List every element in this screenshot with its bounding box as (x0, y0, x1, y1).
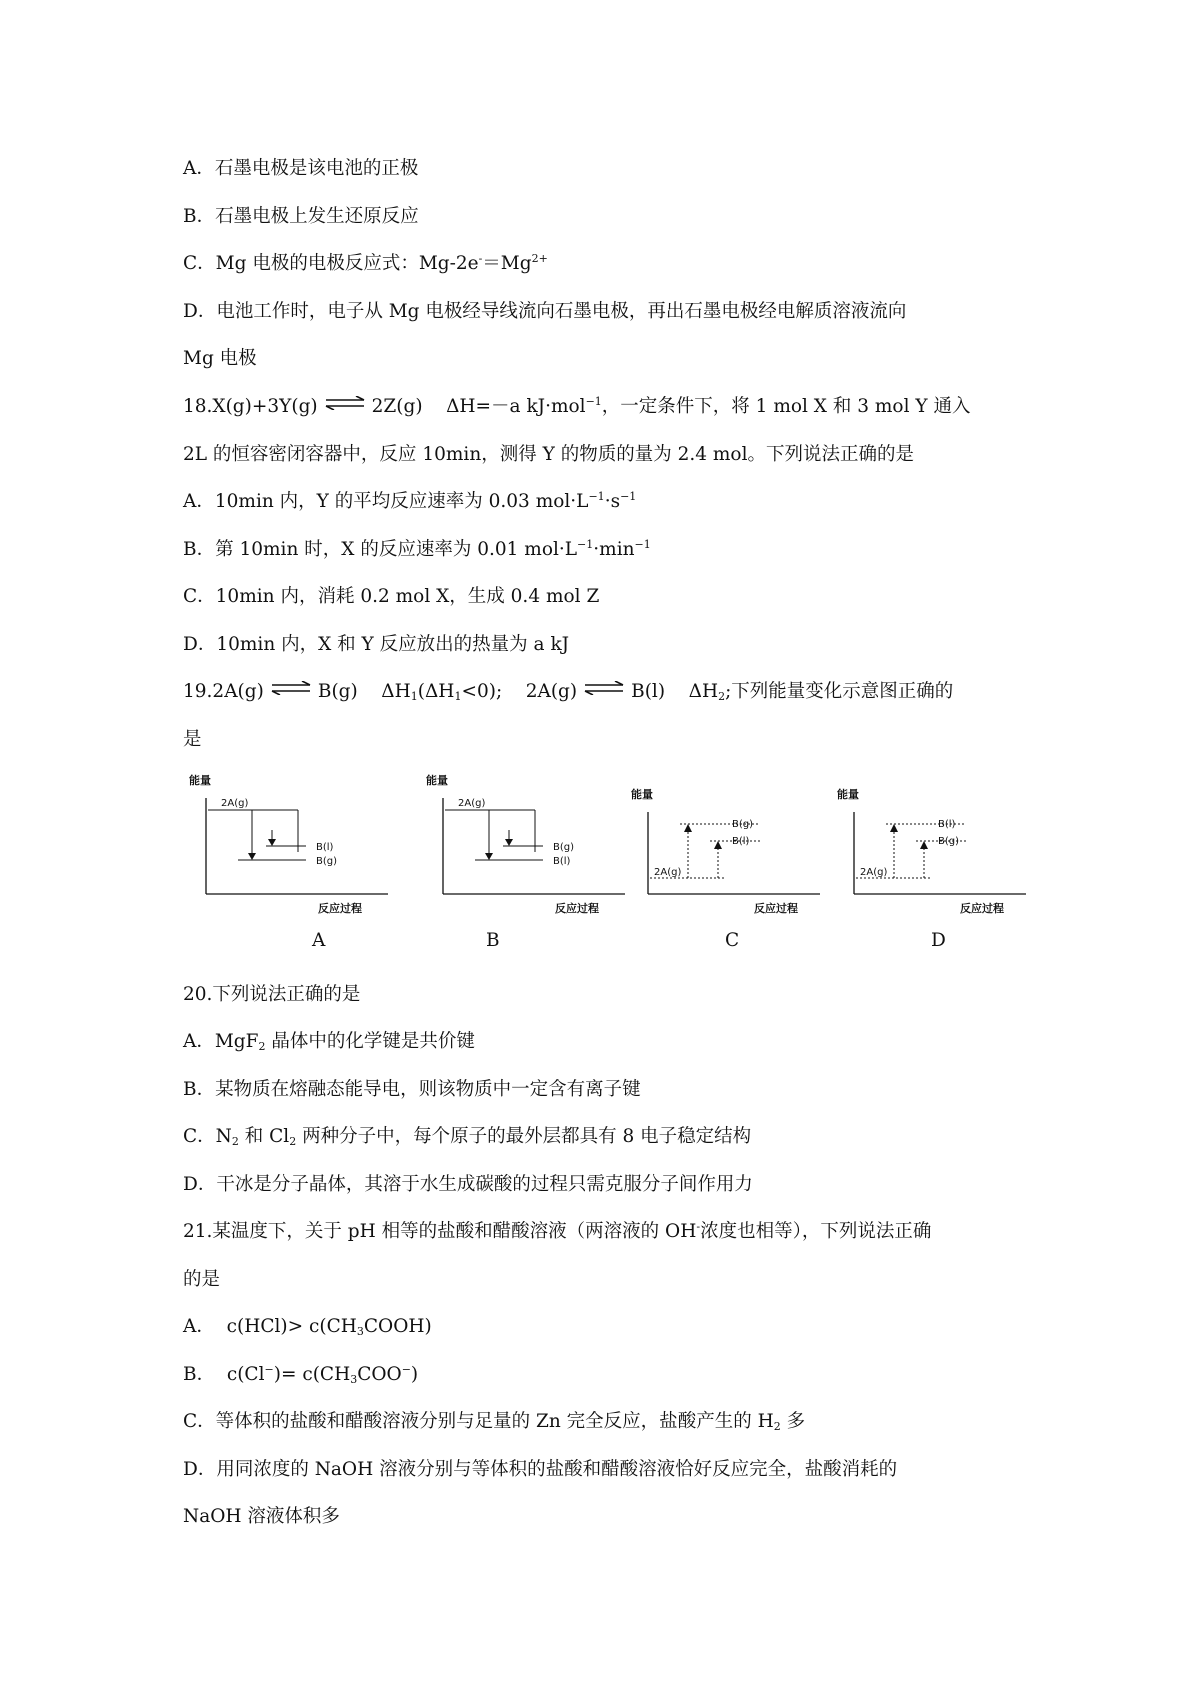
q19-stem-a: 19.2A(g) (183, 681, 264, 702)
q21-option-d-line1: D．用同浓度的 NaOH 溶液分别与等体积的盐酸和醋酸溶液恰好反应完全，盐酸消耗的 (183, 1459, 898, 1480)
q18-stem-sup: −1 (585, 395, 602, 408)
y-axis-label: 能量 (426, 774, 448, 787)
start-level-label: 2A(g) (221, 798, 249, 809)
q17-option-d-line1: D．电池工作时，电子从 Mg 电极经导线流向石墨电极，再出石墨电极经电解质溶液流向 (183, 301, 907, 322)
q20-option-a (183, 1030, 475, 1054)
q21-b-mid2: COO (357, 1364, 402, 1385)
q21-a-pre: A． c(HCl)> c(CH (183, 1316, 357, 1337)
q18-stem-pre: 18.X(g)+3Y(g) (183, 396, 318, 417)
q18-b-mid: ·min (593, 539, 635, 560)
upper-level-label: B(l) (938, 819, 956, 830)
q18-option-c: C．10min 内，消耗 0.2 mol X，生成 0.4 mol Z (183, 586, 600, 607)
start-level-label: 2A(g) (860, 867, 888, 878)
diagram-label-d: D (931, 930, 946, 951)
upper-level-label: B(l) (316, 842, 334, 853)
q19-stem-e: B(l) ΔH (631, 681, 719, 702)
q18-a-mid: ·s (604, 491, 621, 512)
q20-c-sub1: 2 (231, 1135, 239, 1148)
x-axis-label: 反应过程 (555, 902, 599, 915)
equilibrium-arrow-icon (324, 396, 366, 410)
q19-stem-line2: 是 (183, 729, 202, 750)
lower-level-label: B(l) (553, 856, 571, 867)
start-level-label: 2A(g) (654, 867, 682, 878)
lower-level-label: B(g) (316, 856, 338, 867)
q20-a-pre: A．MgF (183, 1031, 259, 1052)
q20-a-post: 晶体中的化学键是共价键 (265, 1031, 475, 1052)
x-axis-label: 反应过程 (318, 902, 362, 915)
q18-option-a (183, 490, 636, 514)
q18-stem-post: 2Z(g) ΔH=－a kJ·mol (371, 396, 586, 417)
upper-level-label: B(g) (553, 842, 575, 853)
x-axis-label: 反应过程 (960, 902, 1004, 915)
q19-stem-b: B(g) ΔH (317, 681, 411, 702)
q20-stem: 20.下列说法正确的是 (183, 984, 361, 1005)
lower-level-label: B(g) (938, 836, 960, 847)
q17-option-c (183, 252, 548, 276)
y-axis-label: 能量 (837, 788, 859, 801)
q18-b-sup1: −1 (577, 538, 594, 551)
q21-c-sub: 2 (773, 1420, 781, 1433)
q18-option-b (183, 538, 651, 562)
q18-a-sup2: −1 (620, 490, 637, 503)
q21-stem-line2: 的是 (183, 1269, 221, 1290)
q19-stem-c: (ΔH (417, 681, 455, 702)
q21-b-sup2: − (401, 1363, 411, 1376)
q17-option-a: A．石墨电极是该电池的正极 (183, 158, 419, 179)
diagram-label-c: C (725, 930, 740, 951)
q18-option-d: D．10min 内，X 和 Y 反应放出的热量为 a kJ (183, 634, 570, 655)
q18-a-sup1: −1 (588, 490, 605, 503)
q18-b-pre: B．第 10min 时，X 的反应速率为 0.01 mol·L (183, 539, 578, 560)
q21-option-a (183, 1315, 432, 1339)
lower-level-label: B(l) (732, 836, 750, 847)
q17-option-d-line2: Mg 电极 (183, 348, 257, 369)
q21-b-sup1: − (264, 1363, 274, 1376)
q21-b-pre: B． c(Cl (183, 1364, 265, 1385)
y-axis-label: 能量 (631, 788, 653, 801)
q21-c-post: 多 (780, 1411, 806, 1432)
q21-stem-post: 浓度也相等），下列说法正确 (700, 1221, 932, 1242)
diagram-label-a: A (312, 930, 326, 951)
upper-level-label: B(g) (732, 819, 754, 830)
q19-stem-line1 (183, 680, 953, 704)
q21-option-c (183, 1410, 805, 1434)
q19-sub3: 2 (718, 690, 726, 703)
q20-a-sub: 2 (258, 1040, 266, 1053)
q17-c-mid: ＝Mg (482, 253, 532, 274)
q17-c-pre: C．Mg 电极的电极反应式：Mg-2e (183, 253, 479, 274)
q18-stem-line2: 2L 的恒容密闭容器中，反应 10min，测得 Y 的物质的量为 2.4 mol。下列说法正确的是 (183, 444, 914, 465)
q20-option-d: D．干冰是分子晶体，其溶于水生成碳酸的过程只需克服分子间作用力 (183, 1174, 753, 1195)
q21-stem-sup: - (696, 1220, 701, 1233)
q17-c-sup1: - (478, 252, 483, 265)
q20-option-c (183, 1125, 751, 1149)
q17-c-sup2: 2+ (531, 252, 548, 265)
q19-sub2: 1 (454, 690, 462, 703)
q18-stem-line1 (183, 395, 970, 419)
equilibrium-arrow-icon (270, 681, 312, 695)
start-level-label: 2A(g) (458, 798, 486, 809)
q21-a-post: COOH) (363, 1316, 432, 1337)
energy-diagram-b (425, 770, 635, 920)
q20-c-sub2: 2 (289, 1135, 297, 1148)
diagram-label-b: B (486, 930, 500, 951)
q21-b-post: ) (410, 1364, 419, 1385)
q17-option-b: B．石墨电极上发生还原反应 (183, 206, 419, 227)
q19-stem-d: <0); 2A(g) (461, 681, 578, 702)
q18-a-pre: A．10min 内，Y 的平均反应速率为 0.03 mol·L (183, 491, 589, 512)
q20-option-b: B．某物质在熔融态能导电，则该物质中一定含有离子键 (183, 1079, 641, 1100)
energy-diagram-c (630, 770, 830, 920)
q21-stem-line1 (183, 1220, 931, 1244)
x-axis-label: 反应过程 (754, 902, 798, 915)
q21-stem-pre: 21.某温度下，关于 pH 相等的盐酸和醋酸溶液（两溶液的 OH (183, 1221, 697, 1242)
q18-stem-tail: ，一定条件下，将 1 mol X 和 3 mol Y 通入 (601, 396, 971, 417)
q21-b-sub: 3 (350, 1373, 358, 1386)
q20-c-pre: C．N (183, 1126, 232, 1147)
q21-a-sub: 3 (356, 1325, 364, 1338)
q21-option-b (183, 1363, 418, 1387)
energy-diagram-d (836, 770, 1036, 920)
q20-c-mid: 和 Cl (238, 1126, 290, 1147)
q18-b-sup2: −1 (634, 538, 651, 551)
q21-option-d-line2: NaOH 溶液体积多 (183, 1506, 340, 1527)
q21-b-mid: )= c(CH (273, 1364, 351, 1385)
q21-c-pre: C．等体积的盐酸和醋酸溶液分别与足量的 Zn 完全反应，盐酸产生的 H (183, 1411, 774, 1432)
q19-sub1: 1 (410, 690, 418, 703)
equilibrium-arrow-icon (583, 681, 625, 695)
energy-diagram-a (188, 770, 398, 920)
y-axis-label: 能量 (189, 774, 211, 787)
q19-stem-f: ;下列能量变化示意图正确的 (725, 681, 954, 702)
q20-c-post: 两种分子中，每个原子的最外层都具有 8 电子稳定结构 (296, 1126, 752, 1147)
